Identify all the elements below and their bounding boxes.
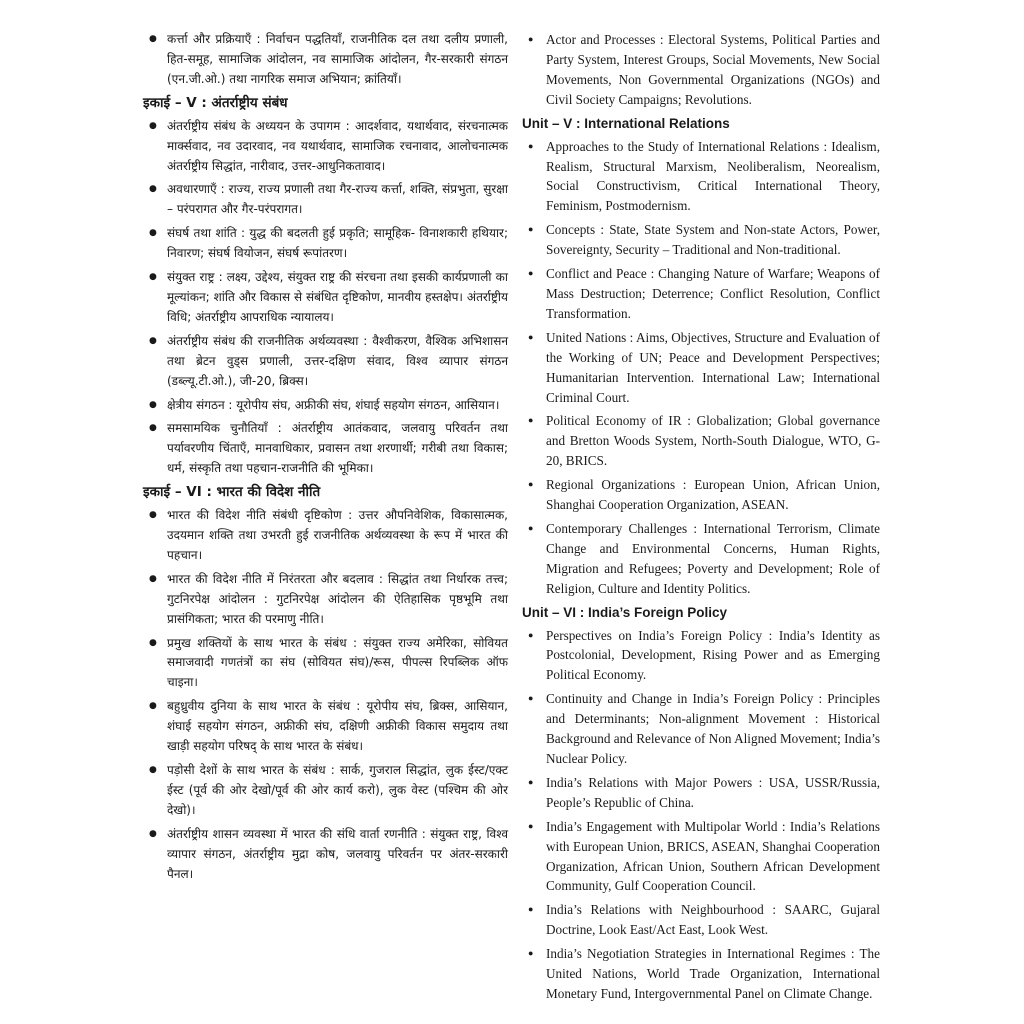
- list-item: ● अंतर्राष्ट्रीय संबंध की राजनीतिक अर्थव्यवस्था : वैश्वीकरण, वैश्विक अभिशासन तथा ब्रेटन वुड्स प्रणाली, उत्तर-दक्षिण संवाद, विश्व व्यापार संगठन (डब्ल्यू.टी.ओ.), जी-20, ब्रिक्स।: [143, 332, 508, 392]
- english-intro-list: [522, 30, 880, 110]
- hindi-unit6-heading: इकाई – VI : भारत की विदेश नीति: [143, 484, 321, 501]
- list-item: ● समसामयिक चुनौतियाँ : अंतर्राष्ट्रीय आतंकवाद, जलवायु परिवर्तन तथा पर्यावरणीय चिंताएँ, मानवाधिकार, प्रवासन तथा शरणार्थी; गरीबी तथा विकास; धर्म, संस्कृति तथा पहचान-राजनीति की भूमिका।: [143, 419, 508, 479]
- hindi-intro-list: [143, 30, 508, 90]
- english-unit6-list: [522, 626, 880, 1004]
- list-item: ● Contemporary Challenges : International Terrorism, Climate Change and Environmental Concerns, Human Rights, Migration and Refugees; Poverty and Development; Role of Religion, Culture and Identity Politics.: [522, 519, 880, 599]
- list-item: ● Conflict and Peace : Changing Nature of Warfare; Weapons of Mass Destruction; Deterrence; Conflict Resolution, Conflict Transformation.: [522, 264, 880, 324]
- list-item: ● अंतर्राष्ट्रीय संबंध के अध्ययन के उपागम : आदर्शवाद, यथार्थवाद, संरचनात्मक मार्क्सवाद, नव उदारवाद, नव यथार्थवाद, सामाजिक रचनावाद, आलोचनात्मक अंतर्राष्ट्रीय सिद्धांत, नारीवाद, उत्तर-आधुनिकतावाद।: [143, 117, 508, 177]
- list-item: ● United Nations : Aims, Objectives, Structure and Evaluation of the Working of UN; Peace and Development Perspectives; Humanitarian Intervention. International Law; International Criminal Court.: [522, 328, 880, 408]
- list-item: ● India’s Engagement with Multipolar World : India’s Relations with European Union, BRICS, ASEAN, Shanghai Cooperation Organization, African Union, Southern African Development Community, Gulf Cooperation Council.: [522, 817, 880, 897]
- hindi-unit5-list: [143, 117, 508, 479]
- english-column: [522, 30, 880, 1008]
- list-item: ● भारत की विदेश नीति में निरंतरता और बदलाव : सिद्धांत तथा निर्धारक तत्त्व; गुटनिरपेक्ष आंदोलन : गुटनिरपेक्ष आंदोलन की ऐतिहासिक पृष्ठभूमि तथा प्रासंगिकता; भारत की परमाणु नीति।: [143, 570, 508, 630]
- list-item: ● संघर्ष तथा शांति : युद्ध की बदलती हुई प्रकृति; सामूहिक- विनाशकारी हथियार; निवारण; संघर्ष वियोजन, संघर्ष रूपांतरण।: [143, 224, 508, 264]
- list-item: ● Approaches to the Study of International Relations : Idealism, Realism, Structural Marxism, Neoliberalism, Neorealism, Social Constructivism, Critical International Theory, Feminism, Postmodernism.: [522, 137, 880, 217]
- hindi-unit6-list: [143, 506, 508, 884]
- list-item: ● Continuity and Change in India’s Foreign Policy : Principles and Determinants; Non-alignment Movement : Historical Background and Relevance of Non Aligned Movement; India’s Nuclear Policy.: [522, 689, 880, 769]
- list-item: ● Perspectives on India’s Foreign Policy : India’s Identity as Postcolonial, Development, Rising Power and as Emerging Political Economy.: [522, 626, 880, 686]
- english-unit5-heading: Unit – V : International Relations: [522, 115, 730, 131]
- english-unit5-list: [522, 137, 880, 599]
- list-item: ● पड़ोसी देशों के साथ भारत के संबंध : सार्क, गुजराल सिद्धांत, लुक ईस्ट/एक्ट ईस्ट (पूर्व की ओर देखो/पूर्व की ओर कार्य करो), लुक वेस्ट (पश्चिम की ओर देखो)।: [143, 761, 508, 821]
- list-item: ● India’s Relations with Neighbourhood : SAARC, Gujaral Doctrine, Look East/Act East, Look West.: [522, 900, 880, 940]
- list-item: ● बहुध्रुवीय दुनिया के साथ भारत के संबंध : यूरोपीय संघ, ब्रिक्स, आसियान, शंघाई सहयोग संगठन, अफ्रीकी संघ, दक्षिणी अफ्रीकी विकास समुदाय तथा खाड़ी सहयोग परिषद् के साथ भारत के संबंध।: [143, 697, 508, 757]
- hindi-column: [143, 30, 508, 888]
- list-item: ● भारत की विदेश नीति संबंधी दृष्टिकोण : उत्तर औपनिवेशिक, विकासात्मक, उदयमान शक्ति तथा उभरती हुई राजनीतिक अर्थव्यवस्था के रूप में भारत की पहचान।: [143, 506, 508, 566]
- list-item: ● अवधारणाएँ : राज्य, राज्य प्रणाली तथा गैर-राज्य कर्त्ता, शक्ति, संप्रभुता, सुरक्षा – परंपरागत और गैर-परंपरागत।: [143, 180, 508, 220]
- list-item: ● कर्त्ता और प्रक्रियाएँ : निर्वाचन पद्धतियाँ, राजनीतिक दल तथा दलीय प्रणाली, हित-समूह, सामाजिक आंदोलन, नव सामाजिक आंदोलन, गैर-सरकारी संगठन (एन.जी.ओ.) तथा नागरिक समाज अभियान; क्रांतियाँ।: [143, 30, 508, 90]
- list-item: ● Political Economy of IR : Globalization; Global governance and Bretton Woods System, North-South Dialogue, WTO, G-20, BRICS.: [522, 411, 880, 471]
- list-item: ● India’s Negotiation Strategies in International Regimes : The United Nations, World Trade Organization, International Monetary Fund, Intergovernmental Panel on Climate Change.: [522, 944, 880, 1004]
- list-item: ● Actor and Processes : Electoral Systems, Political Parties and Party System, Interest Groups, Social Movements, New Social Movements, Non Governmental Organizations (NGOs) and Civil Society Campaigns; Revolutions.: [522, 30, 880, 110]
- list-item: ● प्रमुख शक्तियों के साथ भारत के संबंध : संयुक्त राज्य अमेरिका, सोवियत समाजवादी गणतंत्रों का संघ (सोवियत संघ)/रूस, पीपल्स रिपब्लिक ऑफ चाइना।: [143, 634, 508, 694]
- hindi-unit5-heading: इकाई – V : अंतर्राष्ट्रीय संबंध: [143, 94, 288, 111]
- list-item: ● India’s Relations with Major Powers : USA, USSR/Russia, People’s Republic of China.: [522, 773, 880, 813]
- list-item: ● Regional Organizations : European Union, African Union, Shanghai Cooperation Organization, ASEAN.: [522, 475, 880, 515]
- list-item: ● अंतर्राष्ट्रीय शासन व्यवस्था में भारत की संधि वार्ता रणनीति : संयुक्त राष्ट्र, विश्व व्यापार संगठन, अंतर्राष्ट्रीय मुद्रा कोष, जलवायु परिवर्तन पर अंतर-सरकारी पैनल।: [143, 825, 508, 885]
- list-item: ● संयुक्त राष्ट्र : लक्ष्य, उद्देश्य, संयुक्त राष्ट्र की संरचना तथा इसकी कार्यप्रणाली का मूल्यांकन; शांति और विकास से संबंधित दृष्टिकोण, मानवीय हस्तक्षेप। अंतर्राष्ट्रीय विधि; अंतर्राष्ट्रीय आपराधिक न्यायालय।: [143, 268, 508, 328]
- list-item: ● क्षेत्रीय संगठन : यूरोपीय संघ, अफ्रीकी संघ, शंघाई सहयोग संगठन, आसियान।: [143, 396, 508, 416]
- list-item: ● Concepts : State, State System and Non-state Actors, Power, Sovereignty, Security – Traditional and Non-traditional.: [522, 220, 880, 260]
- english-unit6-heading: Unit – VI : India’s Foreign Policy: [522, 604, 728, 620]
